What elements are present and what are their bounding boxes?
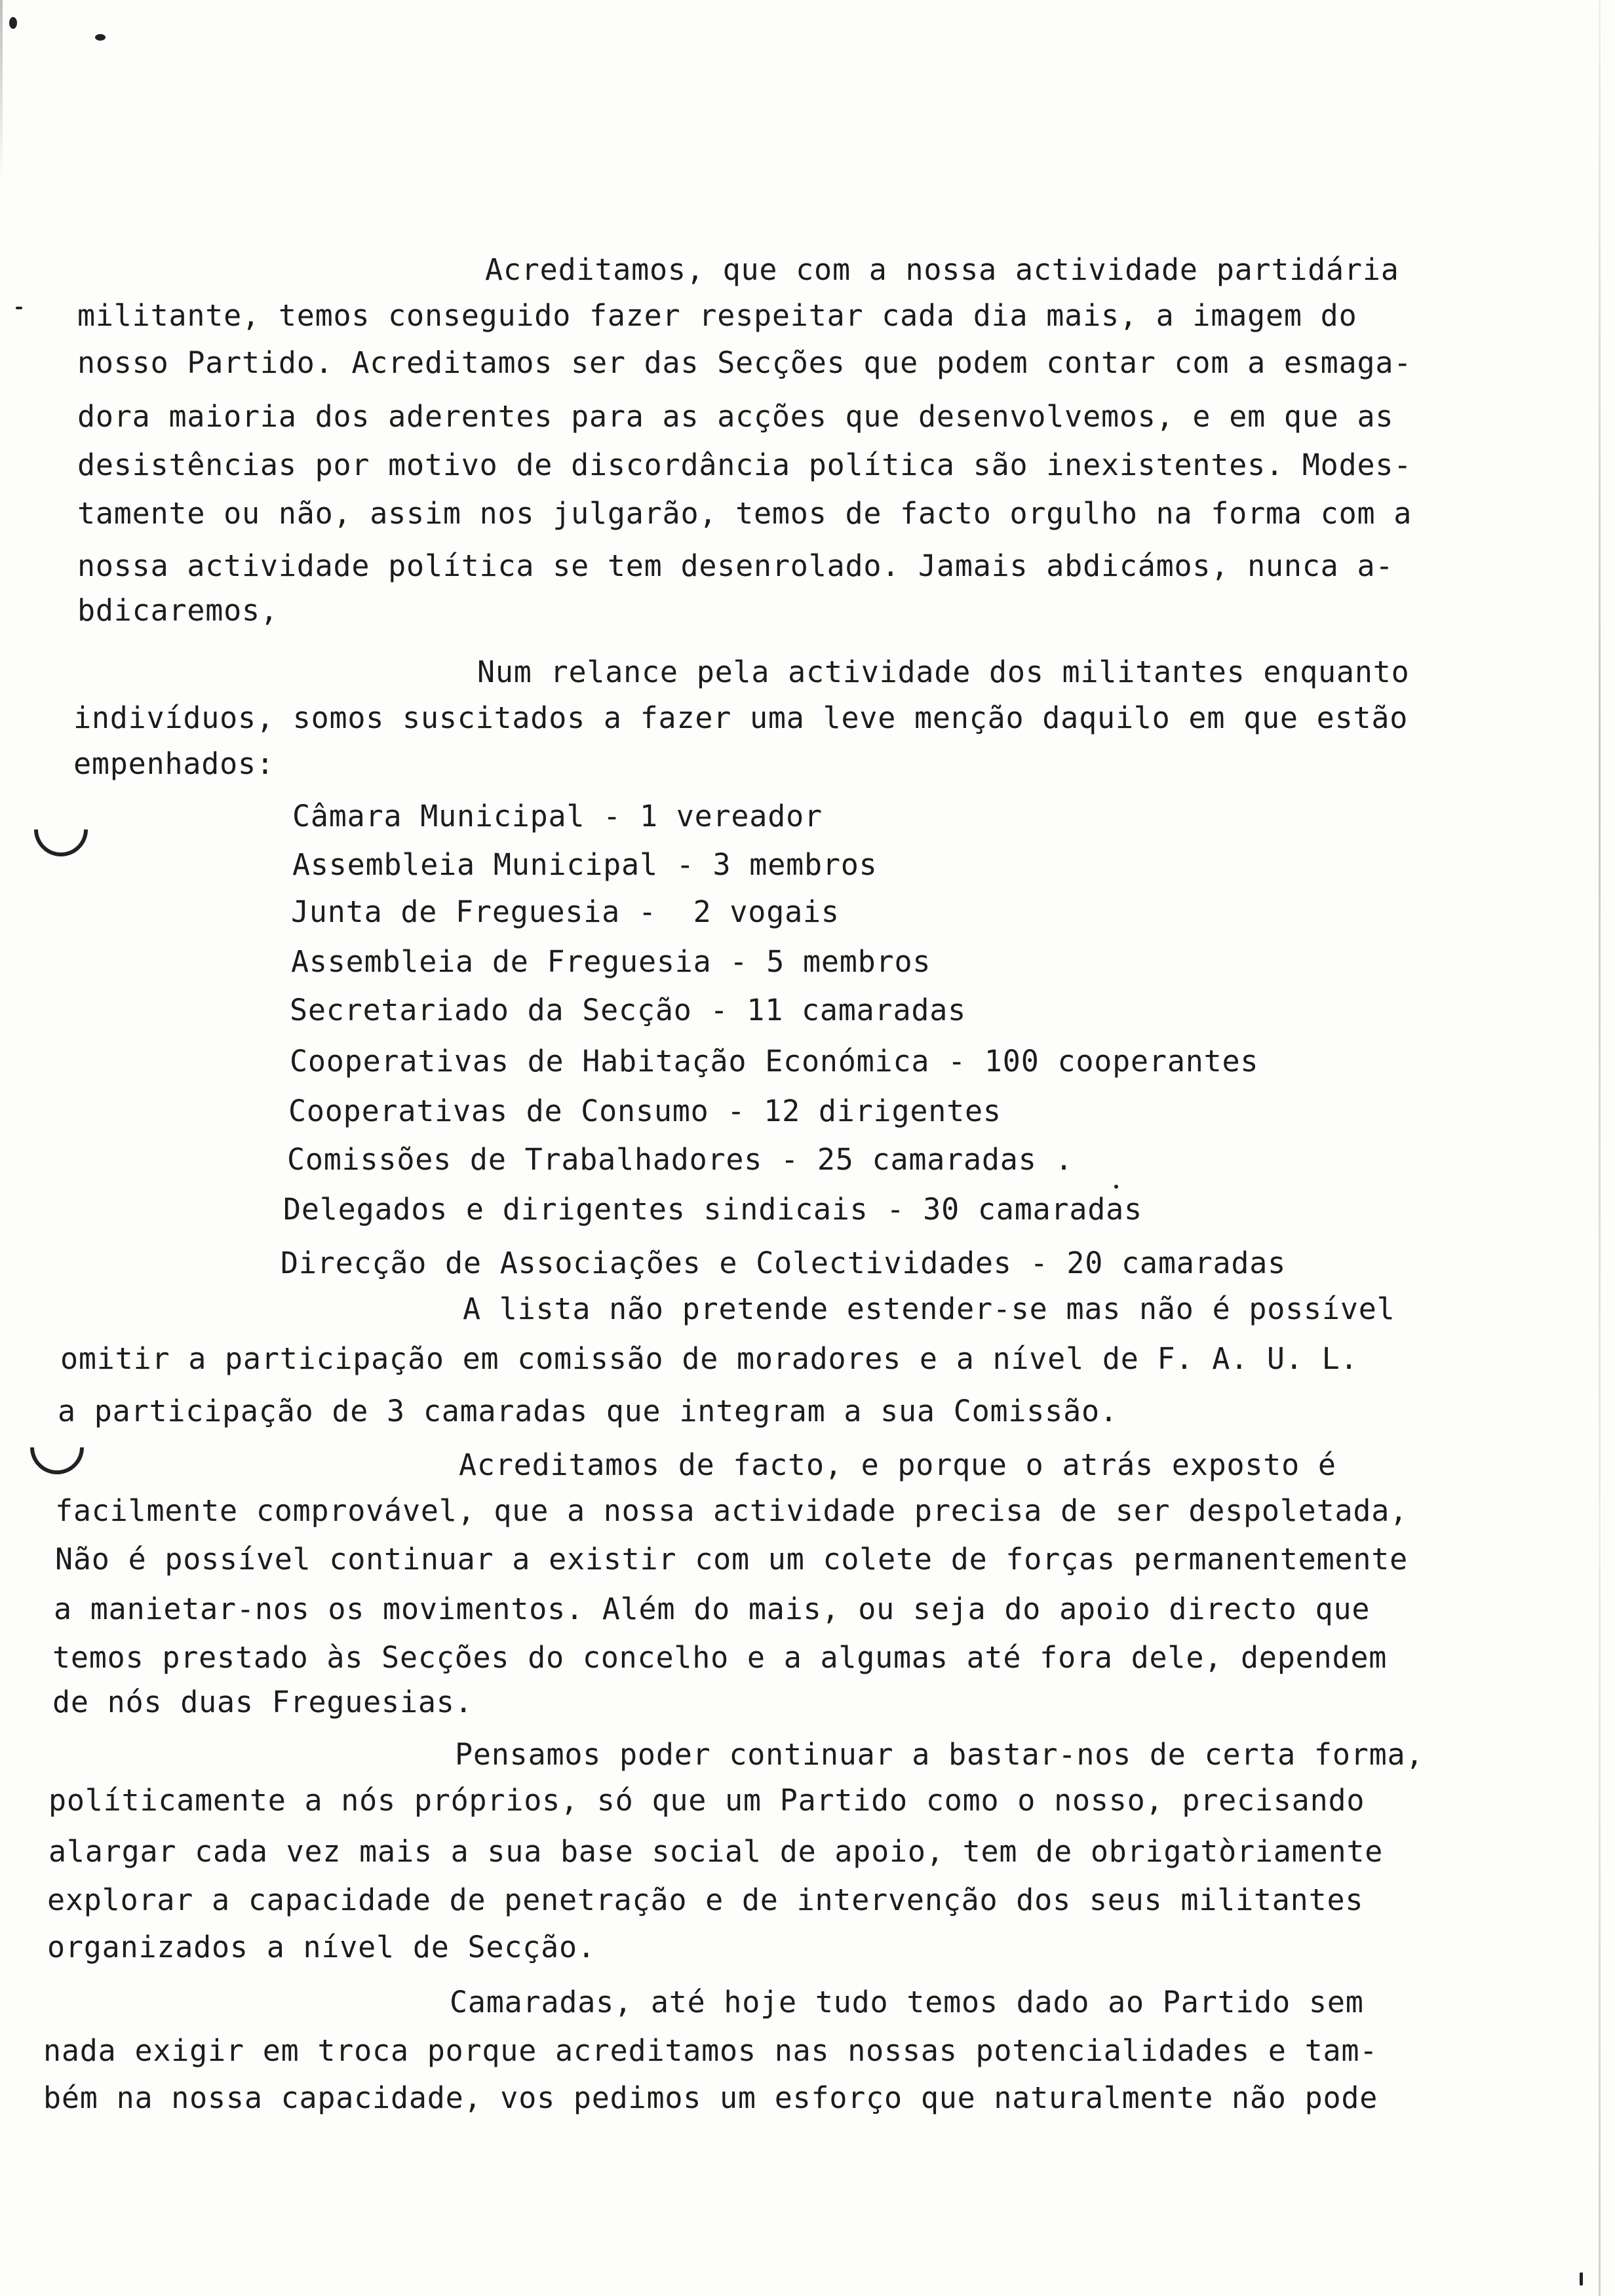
activity-list-item: Secretariado da Secção - 11 camaradas (290, 993, 967, 1027)
activity-list-item: Delegados e dirigentes sindicais - 30 camaradas (283, 1192, 1142, 1227)
paragraph-2-line: empenhados: (73, 746, 275, 781)
scan-speck (95, 34, 106, 41)
scan-speck (9, 17, 17, 29)
paragraph-2-line: Num relance pela actividade dos militantes enquanto (477, 655, 1410, 689)
paragraph-1-line: dora maioria dos aderentes para as acções que desenvolvemos, e em que as (77, 399, 1394, 434)
paragraph-1-line: tamente ou não, assim nos julgarão, temos de facto orgulho na forma com a (77, 496, 1412, 531)
paragraph-5-line: políticamente a nós próprios, só que um Partido como o nosso, precisando (49, 1783, 1365, 1818)
paragraph-5-line: alargar cada vez mais a sua base social de apoio, tem de obrigatòriamente (49, 1834, 1384, 1869)
paragraph-1-line: nosso Partido. Acreditamos ser das Secções que podem contar com a esmaga- (77, 345, 1412, 380)
paragraph-4-line: Acreditamos de facto, e porque o atrás exposto é (459, 1447, 1336, 1482)
scan-right-edge-shadow (1599, 0, 1601, 2296)
activity-list-item: Direcção de Associações e Colectividades - 20 camaradas (281, 1246, 1287, 1280)
activity-list-item: Assembleia de Freguesia - 5 membros (291, 944, 931, 979)
activity-list-item: Assembleia Municipal - 3 membros (292, 847, 878, 882)
paragraph-4-line: temos prestado às Secções do concelho e a algumas até fora dele, dependem (52, 1640, 1388, 1675)
activity-list-item: Câmara Municipal - 1 vereador (292, 799, 823, 833)
activity-list-item: Junta de Freguesia - 2 vogais (291, 894, 840, 929)
activity-list-item: Cooperativas de Consumo - 12 dirigentes (288, 1094, 1002, 1128)
paragraph-1-line: militante, temos conseguido fazer respeitar cada dia mais, a imagem do (77, 298, 1357, 333)
paragraph-3-line: A lista não pretende estender-se mas não é possível (463, 1292, 1395, 1326)
paragraph-3-line: omitir a participação em comissão de moradores e a nível de F. A. U. L. (60, 1341, 1359, 1376)
paragraph-6-line: bém na nossa capacidade, vos pedimos um esforço que naturalmente não pode (43, 2080, 1378, 2115)
scan-speck (1114, 1185, 1118, 1189)
paragraph-1-line: Acreditamos, que com a nossa actividade partidária (485, 252, 1399, 287)
paragraph-5-line: explorar a capacidade de penetração e de intervenção dos seus militantes (47, 1883, 1364, 1917)
paragraph-6-line: nada exigir em troca porque acreditamos nas nossas potencialidades e tam- (43, 2033, 1378, 2068)
paragraph-2-line: indivíduos, somos suscitados a fazer uma leve menção daquilo em que estão (73, 700, 1409, 735)
activity-list-item: Comissões de Trabalhadores - 25 camaradas . (287, 1142, 1074, 1177)
activity-list-item: Cooperativas de Habitação Económica - 100 cooperantes (290, 1044, 1259, 1079)
margin-binding-mark (23, 792, 99, 868)
paragraph-1-line: desistências por motivo de discordância política são inexistentes. Modes- (77, 448, 1412, 482)
paragraph-5-line: organizados a nível de Secção. (47, 1930, 596, 1964)
paragraph-1-line: bdicaremos, (77, 593, 279, 628)
paragraph-4-line: a manietar-nos os movimentos. Além do mais, ou seja do apoio directo que (54, 1592, 1371, 1626)
paragraph-4-line: facilmente comprovável, que a nossa actividade precisa de ser despoletada, (55, 1493, 1409, 1528)
paragraph-4-line: de nós duas Freguesias. (52, 1685, 473, 1719)
scan-speck (16, 307, 22, 309)
paragraph-4-line: Não é possível continuar a existir com um colete de forças permanentemente (55, 1542, 1409, 1577)
paragraph-1-line: nossa actividade política se tem desenrolado. Jamais abdicámos, nunca a- (77, 548, 1394, 583)
scan-speck (1580, 2272, 1583, 2286)
scan-left-edge-shadow (0, 0, 3, 183)
paragraph-3-line: a participação de 3 camaradas que integram a sua Comissão. (58, 1394, 1118, 1428)
paragraph-6-line: Camaradas, até hoje tudo temos dado ao Partido sem (450, 1985, 1364, 2019)
paragraph-5-line: Pensamos poder continuar a bastar-nos de certa forma, (455, 1737, 1424, 1772)
